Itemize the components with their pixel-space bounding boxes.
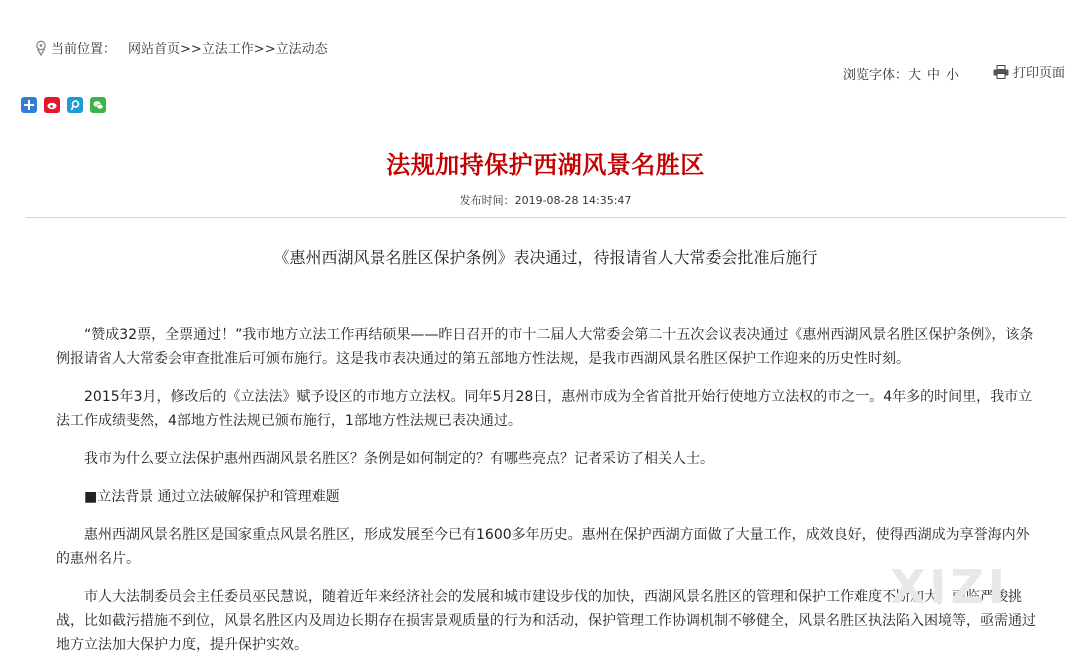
font-size-label: 浏览字体： — [842, 68, 908, 83]
font-medium-option[interactable]: 中 — [926, 68, 940, 83]
paragraph: 我市为什么要立法保护惠州西湖风景名胜区？条例是如何制定的？有哪些亮点？记者采访了相关人士。 — [84, 451, 714, 467]
font-large-option[interactable]: 大 — [907, 68, 921, 83]
breadcrumb-label: 当前位置： — [51, 42, 117, 57]
printer-icon — [993, 65, 1009, 79]
paragraph: 2015年3月，修改后的《立法法》赋予设区的市地方立法权。同年5月28日，惠州市成为全省首批开始行使地方立法权的市之一。4年多的时间里，我市立法工作成绩斐然，4部地方性法规已颁布施行，1部地方性法规已表决通过。 — [56, 389, 1033, 429]
paragraph: “赞成32票，全票通过！”我市地方立法工作再结硕果——昨日召开的市十二届人大常委会第二十五次会议表决通过《惠州西湖风景名胜区保护条例》，该条例报请省人大常委会审查批准后可颁布施行。这是我市表决通过的第五部地方性法规，是我市西湖风景名胜区保护工作迎来的历史性时刻。 — [56, 327, 1034, 367]
article-body — [56, 323, 1036, 671]
location-pin-icon — [34, 40, 48, 56]
print-button[interactable] — [993, 62, 1065, 81]
paragraph: 市人大法制委员会主任委员巫民慧说，随着近年来经济社会的发展和城市建设步伐的加快，西湖风景名胜区的管理和保护工作难度不断加大，面临严峻挑战，比如截污措施不到位，风景名胜区内及周边长期存在损害景观质量的行为和活动，保护管理工作协调机制不够健全，风景名胜区执法陷入困境等，亟需通过地方立法加大保护力度，提升保护实效。 — [56, 589, 1036, 653]
weibo-icon[interactable] — [44, 97, 60, 113]
print-label: 打印页面 — [1012, 66, 1065, 81]
watermark-logo: XIZI — [889, 560, 1009, 614]
article-subtitle: 《惠州西湖风景名胜区保护条例》表决通过，待报请省人大常委会批准后施行 — [273, 248, 818, 267]
breadcrumb — [34, 38, 328, 57]
title-divider — [26, 217, 1066, 218]
share-bar — [21, 97, 106, 113]
publish-time: 发布时间：2019-08-28 14:35:47 — [459, 194, 632, 207]
font-size-switcher — [843, 64, 959, 83]
paragraph: 惠州西湖风景名胜区是国家重点风景名胜区，形成发展至今已有1600多年历史。惠州在保护西湖方面做了大量工作，成效良好，使得西湖成为享誉海内外的惠州名片。 — [56, 527, 1030, 567]
article-title: 法规加持保护西湖风景名胜区 — [386, 151, 705, 179]
tencent-icon[interactable] — [67, 97, 83, 113]
section-heading: ■立法背景 通过立法破解保护和管理难题 — [84, 489, 340, 505]
plus-share-icon[interactable] — [21, 97, 37, 113]
wechat-icon[interactable] — [90, 97, 106, 113]
font-small-option[interactable]: 小 — [945, 68, 959, 83]
breadcrumb-path[interactable]: 网站首页>>立法工作>>立法动态 — [128, 42, 328, 57]
